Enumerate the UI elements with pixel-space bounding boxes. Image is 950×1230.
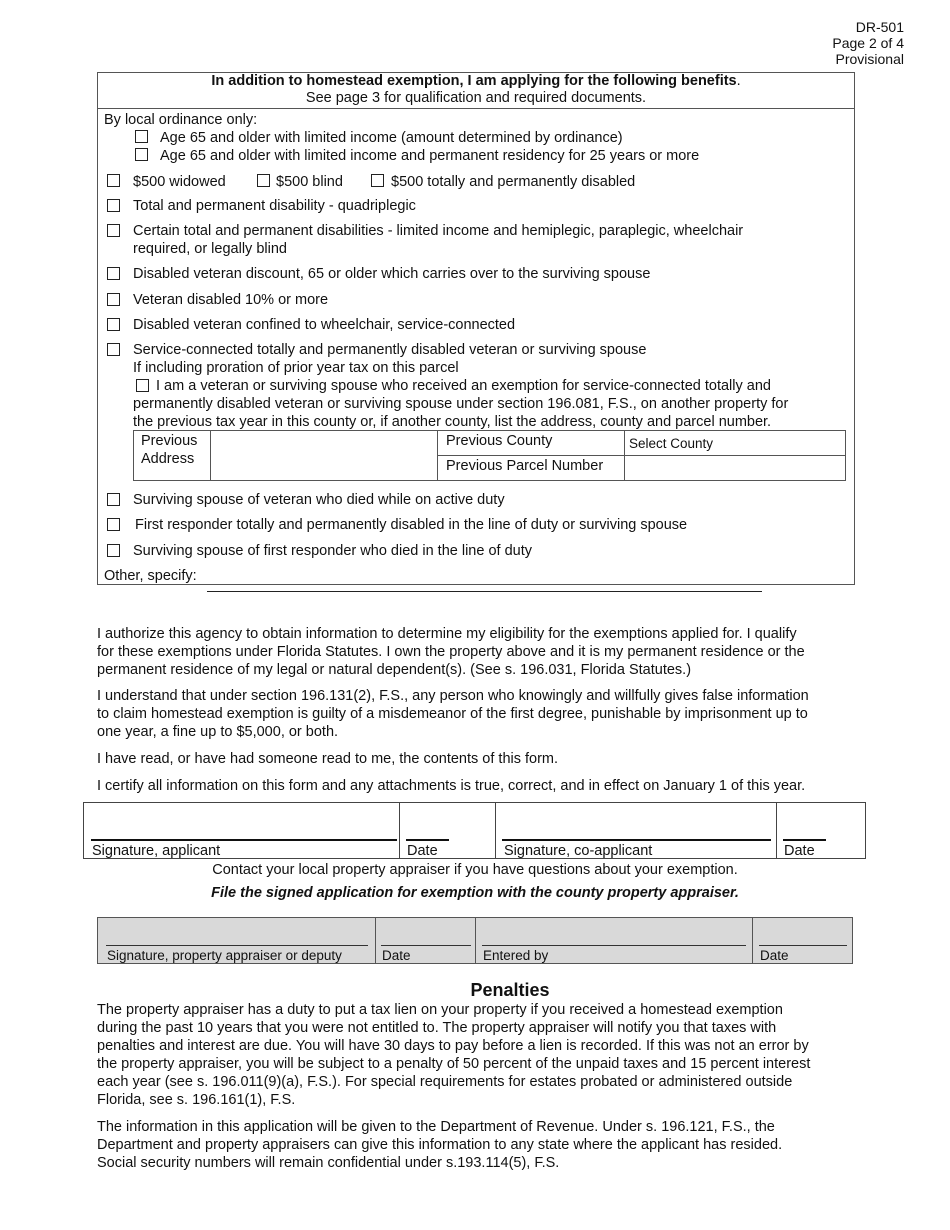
previous-property-table [133,430,846,481]
appraiser-signature-table [97,917,853,964]
certain-disabilities-label-1: Certain total and permanent disabilities - limited income and hemiplegic, paraplegic, wheelchair [133,223,744,239]
appraiser-signature-field[interactable] [106,945,368,946]
understand-paragraph [97,687,865,741]
vet-service-checkbox[interactable] [107,343,120,356]
applicant-signature-field[interactable] [91,839,397,841]
vet-wheelchair-checkbox[interactable] [107,318,120,331]
page-number: Page 2 of 4 [832,35,904,51]
entered-by-label: Entered by [483,948,549,963]
benefits-title [98,73,854,109]
previous-address-label-line1: Previous [141,433,198,449]
first-responder-spouse-checkbox[interactable] [107,544,120,557]
previous-address-label-line2: Address [141,451,195,467]
penalties-p1-line-5: each year (see s. 196.011(9)(a), F.S.). For special requirements for estates probated or administered outside [97,1074,793,1090]
other-specify-label: Other, specify: [104,568,197,584]
penalties-p1-line-3: penalties and interest are due. You will have 30 days to pay before a lien is recorded. If this was not an error by [97,1038,809,1054]
age65-limited-label: Age 65 and older with limited income (amount determined by ordinance) [160,130,623,146]
age65-residency-checkbox[interactable] [135,148,148,161]
appraiser-date-field[interactable] [381,945,471,946]
appraiser-date-label: Date [382,948,411,963]
authorize-line-1: I authorize this agency to obtain information to determine my eligibility for the exemptions applied for. I qualify [97,626,797,642]
quadriplegic-label: Total and permanent disability - quadriplegic [133,198,416,214]
vet-service-label: Service-connected totally and permanently disabled veteran or surviving spouse [133,342,647,358]
appraiser-divider-2 [475,918,476,963]
authorize-paragraph [97,625,865,679]
authorize-line-2: for these exemptions under Florida Statutes. I own the property above and it is my permanent residence or the [97,644,805,660]
sig-divider-3 [776,803,777,858]
sig-divider-1 [399,803,400,858]
certify-statement: I certify all information on this form and any attachments is true, correct, and in effect on January 1 of this year. [97,778,806,794]
previous-parcel-label: Previous Parcel Number [438,456,625,480]
first-responder-checkbox[interactable] [107,518,120,531]
penalties-p1-line-6: Florida, see s. 196.161(1), F.S. [97,1092,296,1108]
appraiser-signature-label: Signature, property appraiser or deputy [107,948,342,963]
prior-exemption-label-3: the previous tax year in this county or, if another county, list the address, county and parcel number. [133,414,772,430]
vet-10-label: Veteran disabled 10% or more [133,292,329,308]
sig-divider-2 [495,803,496,858]
proration-label: If including proration of prior year tax on this parcel [133,360,459,376]
entered-by-field[interactable] [482,945,746,946]
co-applicant-date-label: Date [784,843,815,859]
understand-line-3: one year, a fine up to $5,000, or both. [97,724,339,740]
benefits-heading-period: . [736,73,741,89]
widowed-label: $500 widowed [133,174,226,190]
select-county-dropdown[interactable]: Select County [625,431,845,456]
form-id: DR-501 [855,19,904,35]
appraiser-divider-1 [375,918,376,963]
blind-checkbox[interactable] [257,174,270,187]
vet-discount-label: Disabled veteran discount, 65 or older which carries over to the surviving spouse [133,266,651,282]
applicant-signature-label: Signature, applicant [92,843,221,859]
authorize-line-3: permanent residence of my legal or natural dependent(s). (See s. 196.031, Florida Statutes.) [97,662,692,678]
form-status: Provisional [835,51,904,67]
first-responder-label: First responder totally and permanently disabled in the line of duty or surviving spouse [135,517,688,533]
previous-address-label [134,431,211,480]
other-specify-input[interactable] [207,581,762,592]
form-header [832,19,904,67]
previous-parcel-input[interactable] [625,456,845,480]
co-applicant-signature-label: Signature, co-applicant [504,843,653,859]
age65-residency-label: Age 65 and older with limited income and permanent residency for 25 years or more [160,148,700,164]
prior-exemption-checkbox[interactable] [136,379,149,392]
applicant-date-field[interactable] [406,839,449,841]
benefits-section [97,72,855,585]
prior-exemption-label-2: permanently disabled veteran or surviving spouse under section 196.081, F.S., on another property for [133,396,789,412]
previous-address-input[interactable] [211,431,438,480]
spouse-active-duty-checkbox[interactable] [107,493,120,506]
benefits-subtitle: See page 3 for qualification and required documents. [305,90,647,106]
appraiser-divider-3 [752,918,753,963]
vet-wheelchair-label: Disabled veteran confined to wheelchair, service-connected [133,317,516,333]
entered-date-field[interactable] [759,945,847,946]
understand-line-2: to claim homestead exemption is guilty of a misdemeanor of the first degree, punishable by imprisonment up to [97,706,808,722]
contact-note: Contact your local property appraiser if you have questions about your exemption. [212,862,738,878]
penalties-paragraph-2 [97,1118,865,1172]
spouse-active-duty-label: Surviving spouse of veteran who died while on active duty [133,492,505,508]
penalties-p2-line-1: The information in this application will be given to the Department of Revenue. Under s. 196.121, F.S., the [97,1119,775,1135]
read-statement: I have read, or have had someone read to me, the contents of this form. [97,751,559,767]
file-instruction: File the signed application for exemption with the county property appraiser. [211,885,739,901]
vet-discount-checkbox[interactable] [107,267,120,280]
penalties-p2-line-3: Social security numbers will remain confidential under s.193.114(5), F.S. [97,1155,560,1171]
co-applicant-date-field[interactable] [783,839,826,841]
age65-limited-checkbox[interactable] [135,130,148,143]
penalties-paragraph-1 [97,1001,865,1109]
applicant-date-label: Date [407,843,438,859]
local-ordinance-label: By local ordinance only: [104,112,258,128]
totally-disabled-label: $500 totally and permanently disabled [391,174,636,190]
penalties-p1-line-2: during the past 10 years that you were not entitled to. The property appraiser will notify you that taxes with [97,1020,777,1036]
penalties-p2-line-2: Department and property appraisers can give this information to any state where the applicant has resided. [97,1137,783,1153]
entered-date-label: Date [760,948,789,963]
vet-10-checkbox[interactable] [107,293,120,306]
applicant-signature-table [83,802,866,859]
widowed-checkbox[interactable] [107,174,120,187]
penalties-p1-line-1: The property appraiser has a duty to put a tax lien on your property if you received a homestead exemption [97,1002,783,1018]
quadriplegic-checkbox[interactable] [107,199,120,212]
totally-disabled-checkbox[interactable] [371,174,384,187]
certain-disabilities-label-2: required, or legally blind [133,241,287,257]
benefits-heading: In addition to homestead exemption, I am applying for the following benefits [211,73,737,89]
penalties-p1-line-4: the property appraiser, you will be subject to a penalty of 50 percent of the unpaid taxes and 15 percent interest [97,1056,811,1072]
understand-line-1: I understand that under section 196.131(2), F.S., any person who knowingly and willfully gives false information [97,688,809,704]
penalties-title: Penalties [470,980,550,1000]
previous-county-label: Previous County [438,431,625,456]
certain-disabilities-checkbox[interactable] [107,224,120,237]
prior-exemption-label-1: I am a veteran or surviving spouse who received an exemption for service-connected totally and [156,378,771,394]
blind-label: $500 blind [276,174,343,190]
first-responder-spouse-label: Surviving spouse of first responder who died in the line of duty [133,543,532,559]
co-applicant-signature-field[interactable] [502,839,771,841]
